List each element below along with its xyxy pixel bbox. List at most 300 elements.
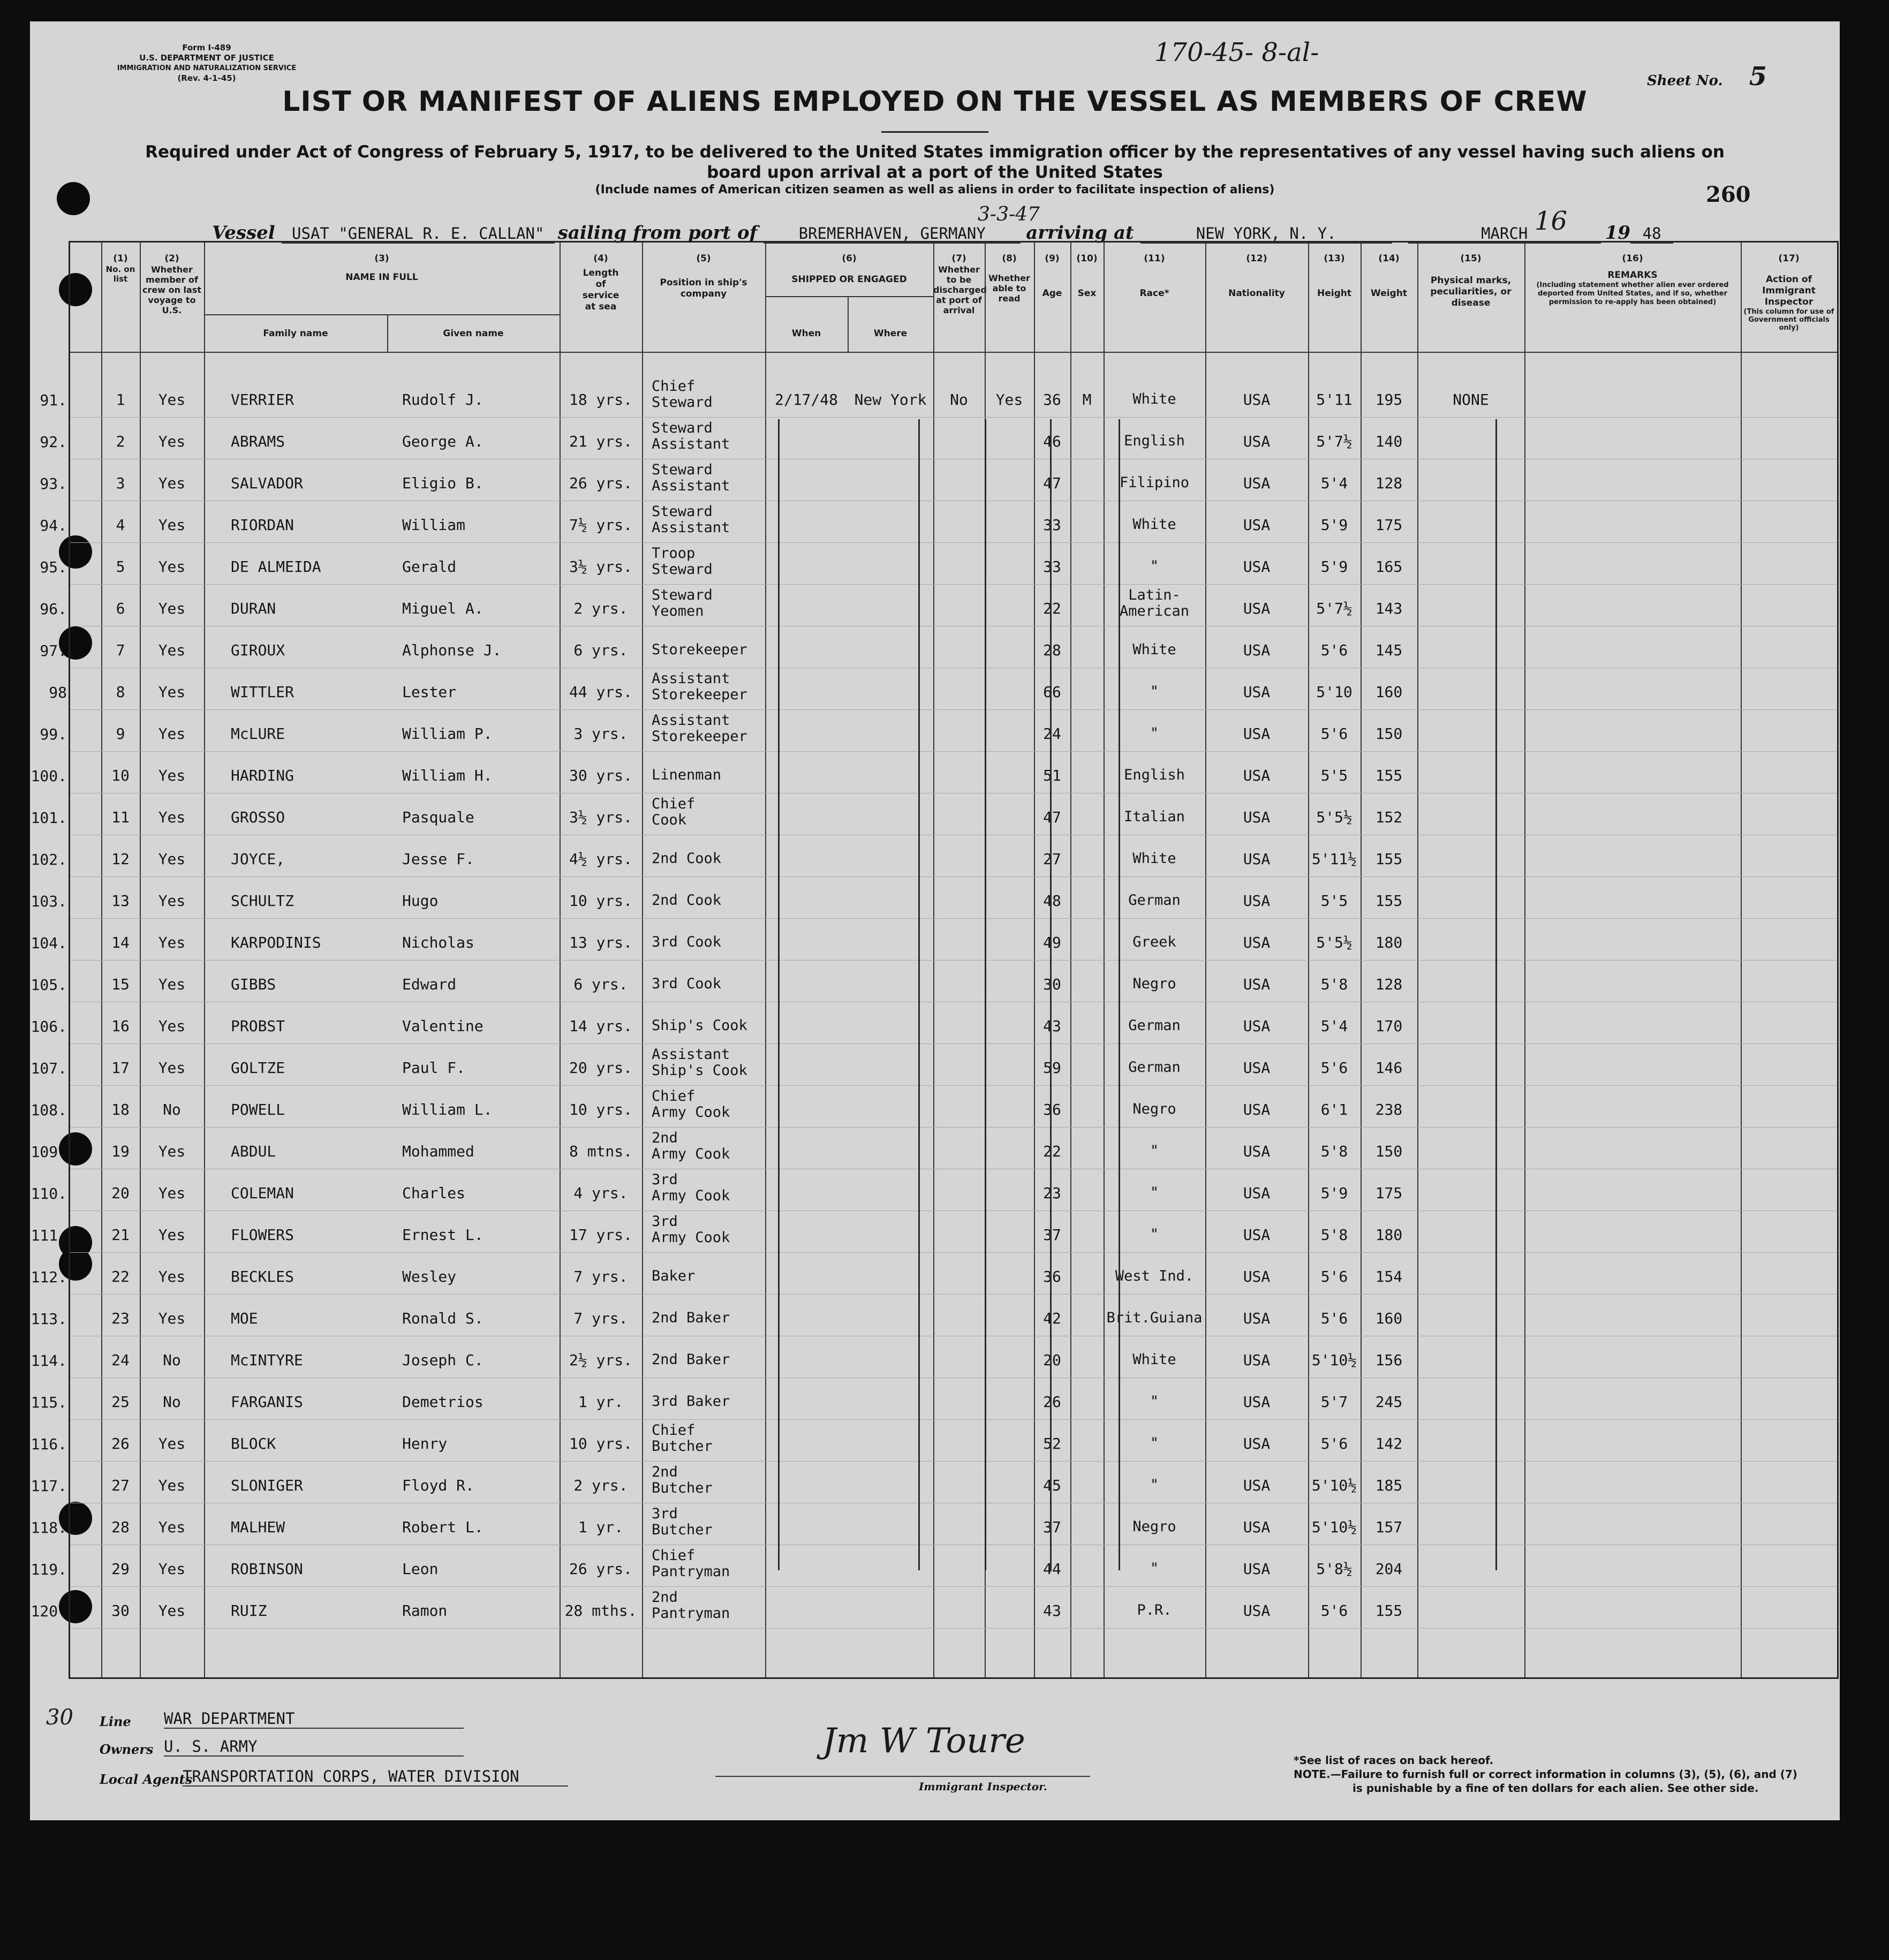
family-name: DE ALMEIDA [231,558,321,576]
family-name: VERRIER [231,391,294,408]
col-number: (13) [1324,253,1345,264]
col-label: Nationality [1228,288,1285,299]
arrival-month: MARCH [1408,224,1601,244]
col-number: (15) [1460,253,1482,264]
family-name: MALHEW [231,1518,285,1536]
col-13-header [1308,253,1361,299]
family-name: BECKLES [231,1268,294,1285]
length-of-service: 4 yrs. [573,1184,628,1202]
table-row [40,501,1837,543]
ship-position-line: Troop [652,545,696,562]
line-number: 119. [31,1561,67,1578]
agents-value: TRANSPORTATION CORPS, WATER DIVISION [183,1767,568,1787]
race-line: Negro [1132,1101,1176,1117]
crew-number: 24 [111,1351,130,1369]
table-row [31,1586,1837,1629]
weight: 142 [1375,1435,1403,1452]
ship-position-line: Butcher [652,1522,713,1538]
last-voyage: Yes [158,474,186,492]
col-number: (17) [1778,253,1800,264]
last-voyage: Yes [158,892,186,910]
height: 5'4 [1320,474,1348,492]
height: 5'5½ [1316,808,1352,826]
table-row [31,1252,1837,1295]
col-number: (1) [113,253,128,264]
col-number: (14) [1378,253,1400,264]
port-to: NEW YORK, N. Y. [1140,224,1392,244]
table-row [31,1210,1837,1253]
col-label: Sex [1077,288,1097,299]
ship-position-line: 3rd Baker [652,1393,730,1410]
table-row [40,375,1837,418]
weight: 145 [1375,641,1403,659]
ship-position [652,1548,764,1580]
nationality: USA [1243,1477,1271,1494]
col-number: (2) [164,253,179,264]
family-name: McLURE [231,725,285,743]
table-row [40,459,1837,501]
col-sublabel: (Including statement whether alien ever ordered deported from United States, and if so, whether permission to re-apply has been obtained) [1536,281,1729,306]
length-of-service: 2½ yrs. [569,1351,632,1369]
race-line: " [1150,725,1159,741]
nationality: USA [1243,1560,1271,1578]
last-voyage: Yes [158,516,186,534]
race-line: German [1128,1017,1181,1034]
last-voyage: Yes [158,767,186,784]
ship-position-line: Army Cook [652,1104,730,1121]
crew-number: 21 [111,1226,130,1244]
crew-number: 15 [111,975,130,993]
ship-position-line: Assistant [652,1046,730,1063]
line-number: 107. [31,1060,67,1077]
agents-label: Local Agents [100,1772,193,1787]
crew-number: 20 [111,1184,130,1202]
weight: 160 [1375,683,1403,701]
race-line: " [1150,1560,1159,1577]
penalty-note: NOTE.—Failure to furnish full or correct information in columns (3), (5), (6), and (7) [1294,1768,1797,1781]
given-name: Jesse F. [402,850,474,868]
weight: 156 [1375,1351,1403,1369]
ship-position [652,713,764,745]
last-voyage: Yes [158,1602,186,1620]
nationality: USA [1243,1101,1271,1118]
given-name: George A. [402,433,483,450]
nationality: USA [1243,516,1271,534]
line-number: 103. [31,892,67,910]
length-of-service: 7 yrs. [573,1310,628,1327]
age: 36 [1043,391,1061,408]
height: 5'6 [1320,1268,1348,1285]
race-line: English [1124,433,1185,449]
ship-position [652,642,764,658]
crew-number: 19 [111,1142,130,1160]
inspector-signature: Jm W Toure [822,1721,1025,1761]
last-voyage: Yes [158,1017,186,1035]
race-line: " [1150,558,1159,574]
family-name: SALVADOR [231,474,303,492]
ship-position [652,1088,764,1121]
race-line: White [1132,391,1176,407]
family-name: HARDING [231,767,294,784]
ship-position-line: Assistant [652,478,730,494]
sailing-label: sailing from port of [557,222,758,244]
race-line: Greek [1132,934,1176,950]
crew-number: 2 [116,433,125,450]
ship-position [652,1310,764,1326]
length-of-service: 13 yrs. [569,934,632,951]
form-code-block [94,43,319,84]
height: 5'6 [1320,641,1348,659]
arriving-label: arriving at [1026,222,1134,244]
crew-number: 12 [111,850,130,868]
manifest-sheet [30,21,1840,1820]
table-row [31,1043,1837,1086]
ship-position-line: Ship's Cook [652,1062,747,1079]
ship-position [652,892,764,909]
length-of-service: 26 yrs. [569,1560,632,1578]
nationality: USA [1243,641,1271,659]
sail-date-note: 3-3-47 [978,203,1040,225]
last-voyage: Yes [158,1560,186,1578]
ditto-line [778,419,780,1570]
length-of-service: 4½ yrs. [569,850,632,868]
col-number: (16) [1622,253,1643,264]
weight: 204 [1375,1560,1403,1578]
age: 33 [1043,558,1061,576]
nationality: USA [1243,767,1271,784]
weight: 155 [1375,767,1403,784]
header-bottom-rule [70,352,1837,353]
height: 5'6 [1320,1602,1348,1620]
height: 6'1 [1320,1101,1348,1118]
nationality: USA [1243,433,1271,450]
crew-number: 11 [111,808,130,826]
height: 5'10½ [1311,1477,1357,1494]
line-number: 118. [31,1519,67,1537]
nationality: USA [1243,1059,1271,1077]
line-number: 120. [31,1602,67,1620]
height: 5'5 [1320,767,1348,784]
line-number: 113. [31,1310,67,1328]
ditto-line [1119,419,1120,1570]
nationality: USA [1243,474,1271,492]
crew-number: 30 [111,1602,130,1620]
crew-number: 1 [116,391,125,408]
age: 45 [1043,1477,1061,1494]
last-voyage: Yes [158,975,186,993]
col-number: (8) [1002,253,1017,264]
line-label: Line [100,1714,131,1729]
col-number: (6) [842,253,857,264]
crew-number: 8 [116,683,125,701]
table-row [31,876,1837,919]
ship-position [652,796,764,828]
race-line: White [1132,516,1176,533]
given-name: Alphonse J. [402,641,502,659]
age: 52 [1043,1435,1061,1452]
ship-position-line: Steward [652,503,713,520]
shipped-where: New York [854,391,927,408]
last-voyage: No [163,1351,181,1369]
line-number: 100. [31,767,67,785]
given-name: William P. [402,725,493,743]
height: 5'4 [1320,1017,1348,1035]
crew-number: 5 [116,558,125,576]
family-name: ROBINSON [231,1560,303,1578]
weight: 155 [1375,1602,1403,1620]
table-row [31,1419,1837,1462]
table-row [40,584,1837,626]
ship-position [652,504,764,536]
length-of-service: 10 yrs. [569,892,632,910]
given-name: Gerald [402,558,457,576]
length-of-service: 7 yrs. [573,1268,628,1285]
col-number: (11) [1144,253,1165,264]
weight: 152 [1375,808,1403,826]
weight: 160 [1375,1310,1403,1327]
family-name: FARGANIS [231,1393,303,1411]
nationality: USA [1243,1435,1271,1452]
ship-position-line: Butcher [652,1480,713,1496]
crew-number: 10 [111,767,130,784]
last-voyage: Yes [158,1268,186,1285]
ship-position [652,1268,764,1284]
ship-position [652,1590,764,1622]
table-row [31,960,1837,1002]
sheet-number: 5 [1749,62,1767,92]
table-row [31,1002,1837,1044]
col-label: REMARKS [1607,270,1658,281]
age: 47 [1043,474,1061,492]
name-subheader-rule [204,314,560,315]
last-voyage: No [163,1393,181,1411]
crew-number: 6 [116,600,125,617]
race-line: Brit.Guiana [1106,1310,1203,1326]
crew-number: 23 [111,1310,130,1327]
form-code-line: Form I-489 [182,43,231,52]
vessel-label: Vessel [212,222,275,244]
height: 5'7½ [1316,433,1352,450]
col-number: (12) [1246,253,1267,264]
given-name: William L. [402,1101,493,1118]
ship-position-line: Army Cook [652,1187,730,1204]
height: 5'10½ [1311,1518,1357,1536]
given-name: Floyd R. [402,1477,474,1494]
col-16-header [1524,253,1741,307]
ditto-line [918,419,920,1570]
ship-position [652,934,764,950]
line-number: 102. [31,851,67,868]
nationality: USA [1243,558,1271,576]
line-number: 117. [31,1477,67,1495]
crew-number: 3 [116,474,125,492]
ship-position-line: Butcher [652,1438,713,1455]
ship-position [652,1464,764,1496]
last-voyage: Yes [158,934,186,951]
length-of-service: 30 yrs. [569,767,632,784]
family-name: SCHULTZ [231,892,294,910]
given-name: Ernest L. [402,1226,483,1244]
family-name: GIBBS [231,975,276,993]
height: 5'7 [1320,1393,1348,1411]
col-9-header [1034,253,1070,299]
crew-number: 14 [111,934,130,951]
nationality: USA [1243,1184,1271,1202]
given-name: Demetrios [402,1393,483,1411]
col-10-header [1070,253,1104,299]
ship-position-line: 3rd Cook [652,934,722,950]
ship-position [652,1394,764,1410]
weight: 140 [1375,433,1403,450]
line-number: 101. [31,809,67,827]
last-voyage: Yes [158,1226,186,1244]
family-name: BLOCK [231,1435,276,1452]
length-of-service: 3½ yrs. [569,808,632,826]
table-row [40,626,1837,668]
last-voyage: No [163,1101,181,1118]
race-line: German [1128,1059,1181,1076]
col-label: Age [1042,288,1062,299]
height: 5'11½ [1311,850,1357,868]
crew-number: 22 [111,1268,130,1285]
length-of-service: 6 yrs. [573,975,628,993]
family-name: RUIZ [231,1602,267,1620]
col-label: Race* [1139,288,1169,299]
given-name: Hugo [402,892,439,910]
given-name: Valentine [402,1017,483,1035]
table-row [31,835,1837,877]
table-row [31,751,1837,793]
shipped-subheader-divider [848,296,849,352]
form-code-line: IMMIGRATION AND NATURALIZATION SERVICE [117,64,297,72]
ship-position-line: Baker [652,1268,696,1284]
age: 47 [1043,808,1061,826]
table-row [31,793,1837,835]
family-name: McINTYRE [231,1351,303,1369]
height: 5'7½ [1316,600,1352,617]
age: 27 [1043,850,1061,868]
table-row [31,1503,1837,1545]
col-label: NAME IN FULL [345,272,418,283]
family-name: JOYCE, [231,850,285,868]
family-name: KARPODINIS [231,934,321,951]
length-of-service: 10 yrs. [569,1435,632,1452]
race-line: American [1119,603,1190,619]
age: 59 [1043,1059,1061,1077]
weight: 175 [1375,516,1403,534]
col-label: Length of service at sea [582,268,619,312]
length-of-service: 2 yrs. [573,600,628,617]
family-name: ABRAMS [231,433,285,450]
last-voyage: Yes [158,683,186,701]
race-line: Filipino [1119,474,1190,491]
weight: 238 [1375,1101,1403,1118]
col-15-header [1417,253,1524,309]
weight: 128 [1375,975,1403,993]
ship-position-line: Chief [652,1422,696,1439]
height: 5'5 [1320,892,1348,910]
age: 36 [1043,1101,1061,1118]
family-name: RIORDAN [231,516,294,534]
given-name: Charles [402,1184,466,1202]
given-name: Henry [402,1435,448,1452]
height: 5'5½ [1316,934,1352,951]
col-4-header [560,253,642,313]
ship-position-line: Assistant [652,670,730,687]
col-6a-subheader: When [791,328,821,339]
age: 48 [1043,892,1061,910]
age: 33 [1043,516,1061,534]
given-name: Miguel A. [402,600,483,617]
ship-position-line: 3rd Cook [652,975,722,992]
age: 23 [1043,1184,1061,1202]
given-name: Leon [402,1560,439,1578]
race [1104,391,1205,407]
ship-position-line: Linenman [652,767,722,783]
col-label: Whether member of crew on last voyage to U.S. [142,264,201,315]
length-of-service: 7½ yrs. [569,516,632,534]
table-row [40,709,1837,752]
col-7-header [933,253,985,315]
height: 5'10½ [1311,1351,1357,1369]
family-name: FLOWERS [231,1226,294,1244]
weight: 154 [1375,1268,1403,1285]
ship-position-line: Yeomen [652,603,704,619]
given-name: Joseph C. [402,1351,483,1369]
nationality: USA [1243,1268,1271,1285]
height: 5'9 [1320,558,1348,576]
age: 51 [1043,767,1061,784]
ship-position-line: 2nd Baker [652,1351,730,1368]
ship-position-line: Steward [652,587,713,603]
ship-position-line: 3rd [652,1171,678,1188]
ship-position-line: Chief [652,378,696,395]
ship-position-line: Storekeeper [652,686,747,703]
height: 5'8 [1320,975,1348,993]
last-voyage: Yes [158,1184,186,1202]
family-name: ABDUL [231,1142,276,1160]
arrival-day: 16 [1535,206,1568,236]
height: 5'11 [1316,391,1352,408]
ship-position-line: Steward [652,394,713,411]
ship-position-line: Assistant [652,436,730,452]
height: 5'10 [1316,683,1352,701]
nationality: USA [1243,683,1271,701]
form-subtitle: Required under Act of Congress of February 5, 1917, to be delivered to the United States immigration officer by the representatives of any vessel having such aliens on board upon arrival at a port of the United States [145,142,1725,182]
age: 22 [1043,1142,1061,1160]
ship-position-line: 3rd [652,1505,678,1522]
last-voyage: Yes [158,1059,186,1077]
nationality: USA [1243,725,1271,743]
table-row [31,1127,1837,1169]
given-name: Rudolf J. [402,391,483,408]
ship-position [652,462,764,494]
length-of-service: 20 yrs. [569,1059,632,1077]
col-3b-subheader: Given name [443,328,504,339]
col-17-header [1741,253,1837,332]
sheet-label: Sheet No. [1647,73,1723,89]
ship-position-line: Steward [652,420,713,436]
nationality: USA [1243,600,1271,617]
last-voyage: Yes [158,1142,186,1160]
age: 49 [1043,934,1061,951]
family-name: DURAN [231,600,276,617]
crew-number: 16 [111,1017,130,1035]
age: 43 [1043,1602,1061,1620]
nationality: USA [1243,975,1271,993]
ship-position-line: Army Cook [652,1146,730,1162]
age: 37 [1043,1518,1061,1536]
